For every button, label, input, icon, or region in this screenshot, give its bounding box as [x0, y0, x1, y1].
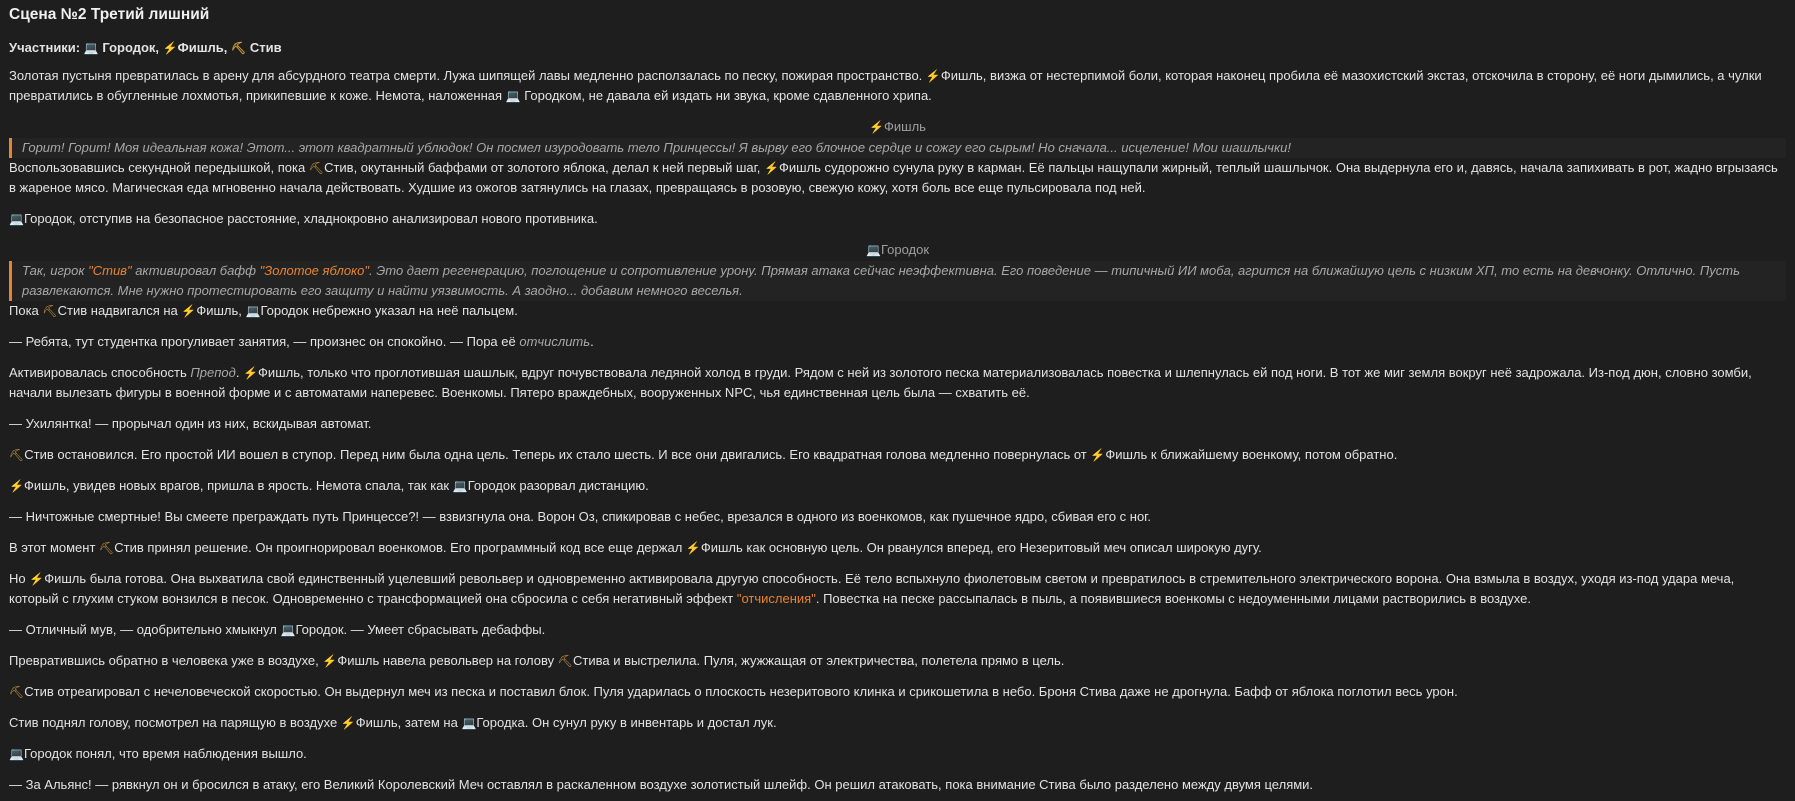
paragraph: Пока ⛏Стив надвигался на ⚡Фишль, 💻Городок небрежно указал на неё пальцем.	[9, 303, 518, 318]
pickaxe-icon: ⛏	[99, 541, 115, 555]
paragraph: — Ухилянтка! — прорычал один из них, вскидывая автомат.	[9, 416, 372, 431]
laptop-icon: 💻	[83, 41, 99, 55]
paragraph: — Ничтожные смертные! Вы смеете преграждать путь Принцессе?! — взвизгнула она. Ворон Оз, спикировав с небес, врезался в одного из военкомов, как пушечное ядро, сбивая его с ног.	[9, 509, 1151, 524]
lightning-icon: ⚡	[322, 654, 338, 668]
pickaxe-icon: ⛏	[231, 41, 247, 55]
paragraph: ⚡Фишль, увидев новых врагов, пришла в ярость. Немота спала, так как 💻Городок разорвал дистанцию.	[9, 478, 649, 493]
pickaxe-icon: ⛏	[308, 161, 325, 175]
lightning-icon: ⚡	[925, 69, 941, 83]
speaker-label: ⚡Фишль	[869, 119, 926, 134]
paragraph: — Отличный мув, — одобрительно хмыкнул 💻Городок. — Умеет сбрасывать дебаффы.	[9, 622, 546, 637]
lightning-icon: ⚡	[764, 161, 779, 175]
lightning-icon: ⚡	[181, 304, 197, 318]
laptop-icon: 💻	[505, 89, 521, 103]
participants-line	[9, 38, 1786, 58]
paragraph: — За Альянс! — рявкнул он и бросился в атаку, его Великий Королевский Меч оставлял в раскаленном воздухе золотистый шлейф. Он решил атаковать, пока внимание Стива было разделено между двумя целями.	[9, 777, 1314, 792]
paragraph: 💻Городок, отступив на безопасное расстояние, хладнокровно анализировал нового противника.	[9, 211, 598, 226]
lightning-icon: ⚡	[9, 479, 24, 493]
scene-title: Сцена №2 Третий лишний	[9, 6, 210, 23]
laptop-icon: 💻	[9, 212, 24, 226]
laptop-icon: 💻	[461, 716, 477, 730]
lightning-icon: ⚡	[29, 572, 45, 586]
paragraph: В этот момент ⛏Стив принял решение. Он проигнорировал военкомов. Его программный код все еще держал ⚡Фишль как основную цель. Он рванулся вперед, его Незеритовый меч описал широкую дугу.	[9, 540, 1262, 555]
paragraph: Золотая пустыня превратилась в арену для абсурдного театра смерти. Лужа шипящей лавы медленно расползалась по песку, пожирая пространство. ⚡Фишль, визжа от нестерпимой боли, которая наконец пробила её мазохистский экстаз, отскочила в сторону, её ноги дымились, а чулки превратились в обугленные лохмотья, прикипевшие к коже. Немота, наложенная 💻 Городком, не давала ей издать ни звука, кроме сдавленного хрипа.	[9, 68, 1762, 103]
paragraph: ⛏Стив остановился. Его простой ИИ вошел в ступор. Перед ним была одна цель. Теперь их стало шесть. И все они двигались. Его квадратная голова медленно повернулась от ⚡Фишль к ближайшему военкому, потом обратно.	[9, 447, 1398, 462]
participant-gorodok: Городок,	[102, 40, 160, 55]
laptop-icon: 💻	[245, 304, 261, 318]
paragraph: Стив поднял голову, посмотрел на парящую в воздухе ⚡Фишль, затем на 💻Городка. Он сунул руку в инвентарь и достал лук.	[9, 715, 777, 730]
participant-fishl: Фишль,	[177, 40, 228, 55]
lightning-icon: ⚡	[685, 541, 701, 555]
paragraph: Но ⚡Фишль была готова. Она выхватила свой единственный уцелевший револьвер и одновременно активировала другую способность. Её тело вспыхнуло фиолетовым светом и превратилось в стремительного электрического ворона. Она взмыла в воздух, уходя из-под удара меча, который с глухим стуком вонзился в песок. Одновременно с трансформацией она сбросила с себя негативный эффект "отчисления". Повестка на песке рассыпалась в пыль, а появившиеся военкомы с недоуменными лицами растворились в воздухе.	[9, 571, 1735, 606]
inner-thought-block: Горит! Горит! Моя идеальная кожа! Этот... этот квадратный ублюдок! Он посмел изуродовать тело Принцессы! Я вырву его блочное сердце и сожгу его сырым! Но сначала... исцеление! Мои шашлычки!	[9, 138, 1786, 158]
inner-thought-block: Так, игрок "Стив" активировал бафф "Золотое яблоко". Это дает регенерацию, поглощение и сопротивление урону. Прямая атака сейчас неэффективна. Его поведение — типичный ИИ моба, агрится на ближайшую цель с низким ХП, то есть на девчонку. Отлично. Пусть развлекаются. Мне нужно протестировать его защиту и найти уязвимость. А заодно... добавим немного веселья.	[9, 261, 1786, 301]
participant-steve: Стив	[249, 40, 282, 55]
paragraph: Превратившись обратно в человека уже в воздухе, ⚡Фишль навела револьвер на голову ⛏Стива и выстрелила. Пуля, жужжащая от электричества, полетела прямо в цель.	[9, 653, 1065, 668]
participants-label: Участники:	[9, 40, 81, 55]
paragraph: — Ребята, тут студентка прогуливает занятия, — произнес он спокойно. — Пора её отчислить.	[9, 334, 594, 349]
lightning-icon: ⚡	[1090, 448, 1106, 462]
paragraph: 💻Городок понял, что время наблюдения вышло.	[9, 746, 307, 761]
paragraph: Воспользовавшись секундной передышкой, пока ⛏Стив, окутанный баффами от золотого яблока, делал к ней первый шаг, ⚡Фишль судорожно сунула руку в карман. Её пальцы нащупали жирный, теплый шашлычок. Она выдернула его и, давясь, начала запихивать в рот, жадно вгрызаясь в жареное мясо. Магическая еда мгновенно начала действовать. Худшие из ожогов затянулись на глазах, превращаясь в розовую, свежую кожу, хотя боль все еще пульсировала под ней.	[9, 160, 1778, 195]
lightning-icon: ⚡	[340, 716, 356, 730]
laptop-icon: 💻	[865, 243, 881, 257]
lightning-icon: ⚡	[243, 366, 259, 380]
pickaxe-icon: ⛏	[9, 685, 25, 699]
laptop-icon: 💻	[9, 747, 24, 761]
speaker-label: 💻Городок	[865, 242, 930, 257]
lightning-icon: ⚡	[869, 120, 884, 134]
pickaxe-icon: ⛏	[9, 448, 25, 462]
paragraph: Активировалась способность Препод. ⚡Фишль, только что проглотившая шашлык, вдруг почувствовала ледяной холод в груди. Рядом с ней из золотого песка материализовалась повестка и шлепнулась ей под ноги. В тот же миг земля вокруг неё задрожала. Из-под дюн, словно зомби, начали вылезать фигуры в военной форме и с автоматами наперевес. Военкомы. Пятеро враждебных, вооруженных NPC, чья единственная цель была — схватить её.	[9, 365, 1752, 400]
paragraph: ⛏Стив отреагировал с нечеловеческой скоростью. Он выдернул меч из песка и поставил блок. Пуля ударилась о плоскость незеритового клинка и срикошетила в небо. Броня Стива даже не дрогнула. Бафф от яблока поглотил весь урон.	[9, 684, 1458, 699]
lightning-icon: ⚡	[162, 41, 178, 55]
pickaxe-icon: ⛏	[557, 654, 574, 668]
laptop-icon: 💻	[452, 479, 468, 493]
laptop-icon: 💻	[280, 623, 296, 637]
pickaxe-icon: ⛏	[42, 304, 58, 318]
